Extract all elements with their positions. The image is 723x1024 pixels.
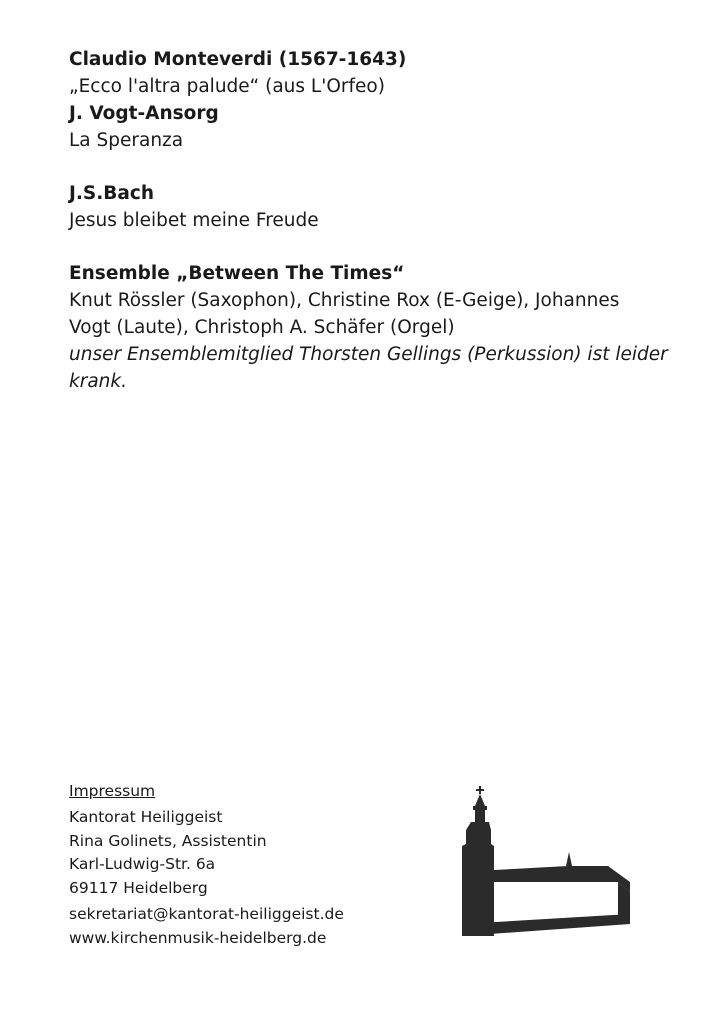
website-link[interactable]: www.kirchenmusik-heidelberg.de: [69, 928, 327, 947]
program-list: [69, 46, 669, 421]
imprint-address: [69, 806, 429, 900]
address-line: Kantorat Heiliggeist: [69, 808, 223, 826]
program-heading: Ensemble „Between The Times“: [69, 263, 405, 284]
address-line: 69117 Heidelberg: [69, 878, 208, 897]
program-line: Vogt (Laute), Christoph A. Schäfer (Orgel): [69, 317, 455, 338]
program-heading: Claudio Monteverdi (1567-1643): [69, 49, 407, 70]
imprint-heading: Impressum: [69, 782, 156, 800]
program-heading: J.S.Bach: [69, 183, 154, 204]
address-line: Karl-Ludwig-Str. 6a: [69, 855, 216, 873]
program-line: „Ecco l'altra palude“ (aus L'Orfeo): [69, 76, 385, 97]
program-block: [69, 260, 669, 395]
address-line: Rina Golinets, Assistentin: [69, 831, 267, 850]
imprint: [69, 780, 429, 950]
program-line: krank.: [69, 371, 127, 392]
program-line: Jesus bleibet meine Freude: [69, 210, 319, 231]
program-line: La Speranza: [69, 130, 184, 151]
program-line: Knut Rössler (Saxophon), Christine Rox (E-Geige), Johannes: [69, 290, 620, 311]
program-block: [69, 46, 669, 154]
church-silhouette-icon: [458, 786, 634, 941]
email-link[interactable]: sekretariat@kantorat-heiliggeist.de: [69, 905, 344, 923]
program-block: [69, 180, 669, 234]
program-line: unser Ensemblemitglied Thorsten Gellings (Perkussion) ist leider: [69, 344, 668, 365]
program-heading: J. Vogt-Ansorg: [69, 103, 219, 124]
